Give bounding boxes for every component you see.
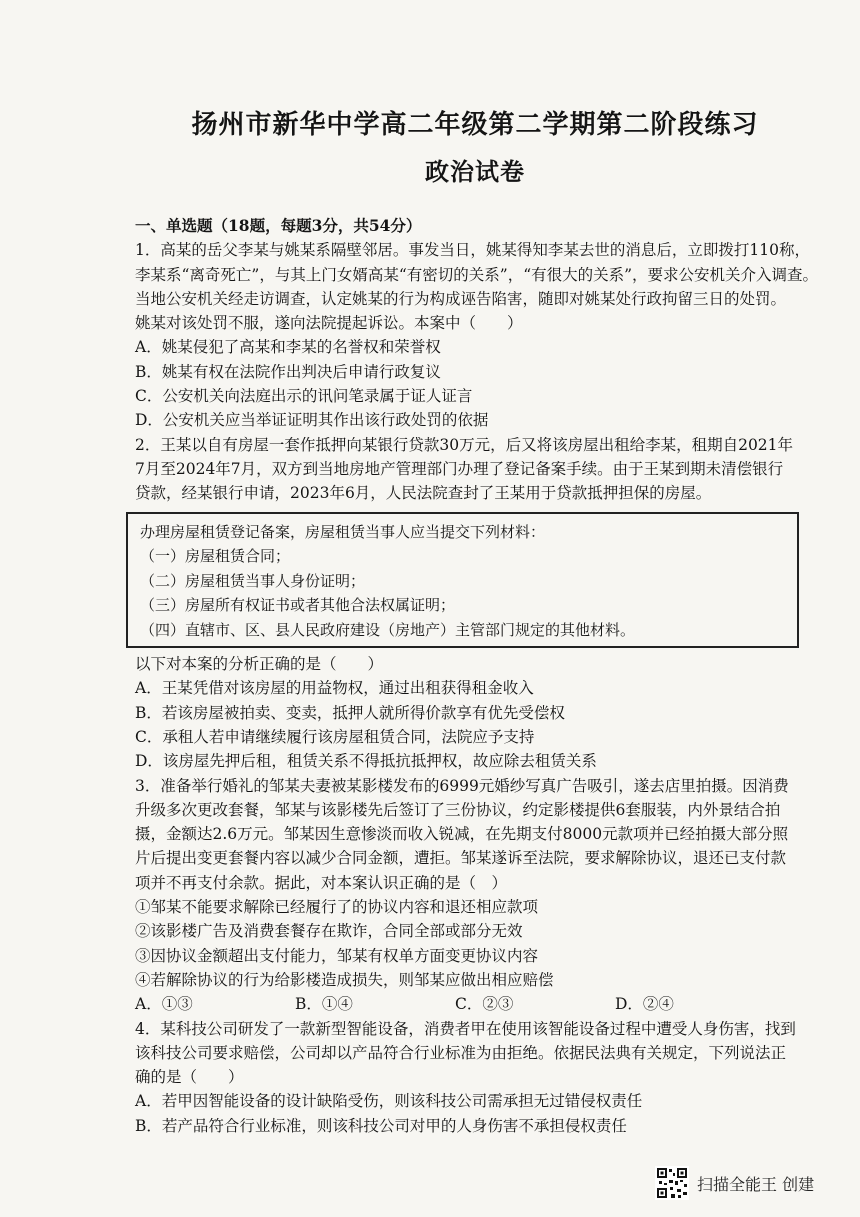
- question-4: [135, 1017, 835, 1138]
- option-a: A．若甲因智能设备的设计缺陷受伤，则该科技公司需承担无过错侵权责任: [135, 1092, 643, 1111]
- question-line: 片后提出变更套餐内容以减少合同金额，遭拒。邹某遂诉至法院，要求解除协议，退还已支付款: [135, 849, 787, 868]
- question-line: 姚某对该处罚不服，遂向法院提起诉讼。本案中（ ）: [135, 314, 523, 333]
- option-c: C．承租人若申请继续履行该房屋租赁合同，法院应予支持: [135, 727, 535, 746]
- material-line: （二）房屋租赁当事人身份证明；: [140, 571, 366, 590]
- qr-code-icon: [655, 1166, 689, 1200]
- material-line: （一）房屋租赁合同；: [140, 547, 291, 566]
- question-line: 升级多次更改套餐，邹某与该影楼先后签订了三份协议，约定影楼提供6套服装，内外景结合拍: [135, 800, 781, 819]
- question-line: 3．准备举行婚礼的邹某夫妻被某影楼发布的6999元婚纱写真广告吸引，遂去店里拍摄。因消费: [135, 776, 789, 795]
- option-b: B．若该房屋被拍卖、变卖，抵押人就所得价款享有优先受偿权: [135, 703, 565, 722]
- option-a: A．①③: [135, 995, 193, 1014]
- question-3: [135, 774, 835, 1017]
- option-a: A．姚某侵犯了高某和李某的名誉权和荣誉权: [135, 338, 441, 357]
- question-line: 项并不再支付余款。据此，对本案认识正确的是（ ）: [135, 873, 508, 892]
- question-line: 李某系“离奇死亡”，与其上门女婿高某“有密切的关系”，“有很大的关系”，要求公安机关介入调查。: [135, 265, 819, 284]
- option-d: D．公安机关应当举证证明其作出该行政处罚的依据: [135, 411, 489, 430]
- question-line: 1．高某的岳父李某与姚某系隔壁邻居。事发当日，姚某得知李某去世的消息后，立即拨打110称，: [135, 241, 810, 260]
- exam-content: [135, 214, 835, 1138]
- material-line: （四）直辖市、区、县人民政府建设（房地产）主管部门规定的其他材料。: [140, 620, 636, 639]
- question-line: 贷款，经某银行申请，2023年6月，人民法院查封了王某用于贷款抵押担保的房屋。: [135, 484, 712, 503]
- section-heading: 一、单选题（18题，每题3分，共54分）: [135, 216, 422, 235]
- statement-1: ①邹某不能要求解除已经履行了的协议内容和退还相应款项: [135, 898, 539, 917]
- exam-title: 扬州市新华中学高二年级第二学期第二阶段练习: [191, 110, 759, 140]
- material-line: （三）房屋所有权证书或者其他合法权属证明；: [140, 596, 456, 615]
- option-b: B．若产品符合行业标准，则该科技公司对甲的人身伤害不承担侵权责任: [135, 1116, 627, 1135]
- options-row: [135, 992, 835, 1016]
- option-d: D．②④: [615, 995, 674, 1014]
- question-line: 摄，金额达2.6万元。邹某因生意惨淡而收入锐减，在先期支付8000元款项并已经拍摄大部分照: [135, 825, 789, 844]
- option-a: A．王某凭借对该房屋的用益物权，通过出租获得租金收入: [135, 679, 534, 698]
- option-c: C．②③: [455, 995, 514, 1014]
- watermark-text: 扫描全能王 创建: [697, 1174, 815, 1194]
- exam-subtitle: 政治试卷: [425, 157, 525, 186]
- scanner-watermark: [655, 1165, 814, 1201]
- question-line: 当地公安机关经走访调查，认定姚某的行为构成诬告陷害，随即对姚某处行政拘留三日的处罚。: [135, 289, 787, 308]
- material-box: [126, 512, 799, 649]
- statement-3: ③因协议金额超出支付能力，邹某有权单方面变更协议内容: [135, 946, 539, 965]
- question-stem: 以下对本案的分析正确的是（ ）: [135, 655, 384, 674]
- option-b: B．姚某有权在法院作出判决后申请行政复议: [135, 362, 441, 381]
- question-line: 4．某科技公司研发了一款新型智能设备，消费者甲在使用该智能设备过程中遭受人身伤害，找到: [135, 1019, 796, 1038]
- material-line: 办理房屋租赁登记备案，房屋租赁当事人应当提交下列材料：: [140, 522, 546, 541]
- statement-2: ②该影楼广告及消费套餐存在欺诈，合同全部或部分无效: [135, 922, 523, 941]
- question-line: 7月至2024年7月，双方到当地房地产管理部门办理了登记备案手续。由于王某到期未清偿银行: [135, 459, 784, 478]
- option-d: D．该房屋先押后租，租赁关系不得抵抗抵押权，故应除去租赁关系: [135, 752, 597, 771]
- question-line: 2．王某以自有房屋一套作抵押向某银行贷款30万元，后又将该房屋出租给李某，租期自2021年: [135, 435, 794, 454]
- option-c: C．公安机关向法庭出示的讯问笔录属于证人证言: [135, 387, 473, 406]
- option-b: B．①④: [295, 995, 353, 1014]
- question-line: 该科技公司要求赔偿，公司却以产品符合行业标准为由拒绝。依据民法典有关规定，下列说法正: [135, 1043, 787, 1062]
- statement-4: ④若解除协议的行为给影楼造成损失，则邹某应做出相应赔偿: [135, 970, 554, 989]
- question-2: [135, 433, 835, 774]
- question-line: 确的是（ ）: [135, 1068, 244, 1087]
- question-1: [135, 238, 835, 432]
